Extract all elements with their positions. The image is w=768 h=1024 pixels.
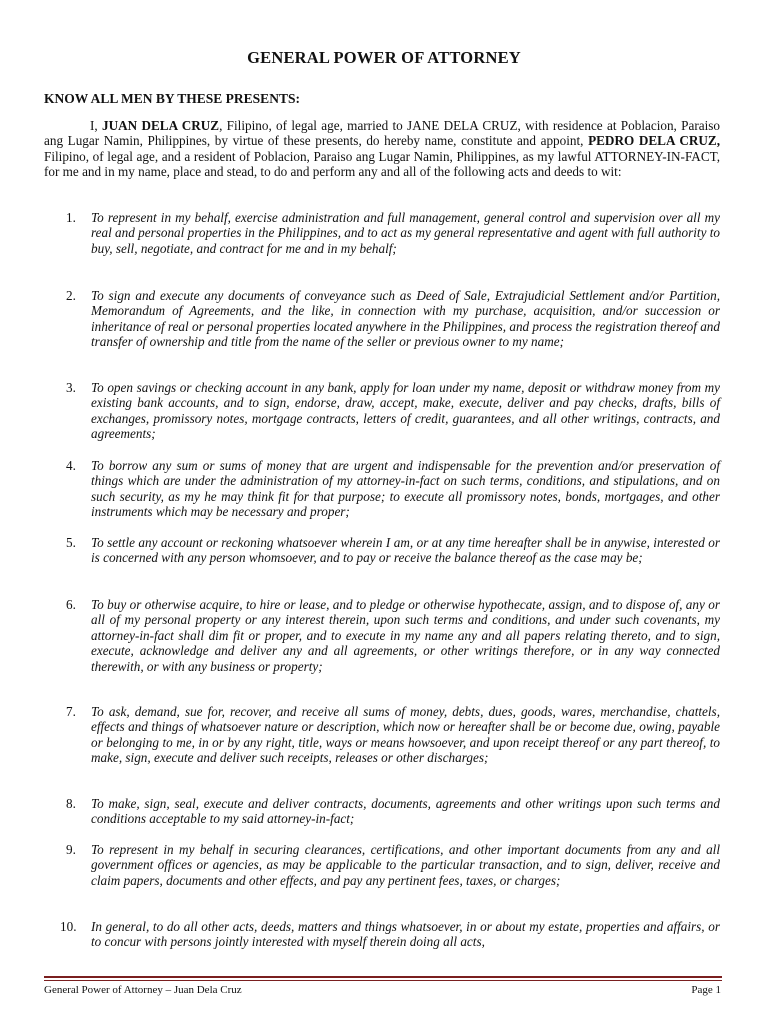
attorney-name: PEDRO DELA CRUZ,: [588, 133, 721, 149]
list-item-text: To ask, demand, sue for, recover, and receive all sums of money, debts, dues, goods, wares, merchandise, chattels, effects and things of whatsoever nature or description, which now or hereafter shall be or become due, owing, payable or belonging to me, in or by any right, title, ways or means howsoever, and upon receipt thereof or any part thereof, to make, sign, execute and deliver such receipts, releases or other discharges;: [91, 704, 720, 766]
document-title: GENERAL POWER OF ATTORNEY: [247, 48, 521, 67]
list-item-number: 2.: [66, 288, 76, 303]
list-item-number: 10.: [60, 919, 77, 934]
list-item-number: 6.: [66, 597, 76, 612]
list-item-text: To open savings or checking account in any bank, apply for loan under my name, deposit or withdraw money from my existing bank accounts, and to sign, endorse, draw, accept, make, execute, deliver and pay checks, drafts, bills of exchanges, promissory notes, mortgage contracts, letters of credit, guarantees, and all other writings, contracts, and agreements;: [91, 380, 720, 442]
intro-text-3: Filipino, of legal age, and a resident of Poblacion, Paraiso ang Lugar Namin, Philippines, as my lawful ATTORNEY-IN-FACT, for me and in my name, place and stead, to do and perform any and all of the following acts and deeds to wit:: [44, 148, 720, 180]
grantor-name: JUAN DELA CRUZ: [102, 118, 220, 133]
list-item-number: 1.: [66, 210, 76, 225]
list-item-number: 8.: [66, 796, 76, 811]
list-item-text: To represent in my behalf in securing clearances, certifications, and other important documents from any and all government offices or agencies, as may be applicable to the particular transaction, and to sign, deliver, receive and claim papers, documents and other effects, and pay any pertinent fees, taxes, or charges;: [91, 842, 720, 888]
list-item-number: 4.: [66, 458, 76, 473]
intro-text-1: I,: [90, 118, 102, 133]
list-item-text: To make, sign, seal, execute and deliver contracts, documents, agreements and other writings upon such terms and conditions acceptable to my said attorney-in-fact;: [91, 796, 720, 827]
footer-document-name: General Power of Attorney – Juan Dela Cruz: [44, 984, 242, 996]
list-item-text: To borrow any sum or sums of money that are urgent and indispensable for the prevention and/or preservation of things which are under the administration of my attorney-in-fact on such terms, conditions, and stipulations, and on such security, as my he may think fit for that purpose; to execute all promissory notes, bonds, mortgages, and other instruments which may be necessary and proper;: [91, 458, 720, 520]
intro-paragraph: [44, 118, 720, 180]
salutation: KNOW ALL MEN BY THESE PRESENTS:: [44, 91, 300, 106]
list-item-number: 3.: [66, 380, 76, 395]
footer-rule-thin: [44, 980, 722, 981]
footer-rule: [44, 976, 722, 978]
list-item-number: 7.: [66, 704, 76, 719]
list-item-number: 5.: [66, 535, 76, 550]
footer-page-number: Page 1: [691, 984, 721, 996]
list-item-text: To represent in my behalf, exercise administration and full management, general control and supervision over all my real and personal properties in the Philippines, and to act as my general representative and agent with full authority to buy, sell, negotiate, and contract for me and in my behalf;: [91, 210, 720, 256]
list-item-text: To buy or otherwise acquire, to hire or lease, and to pledge or otherwise hypothecate, assign, and to dispose of, any or all of my personal property or any interest therein, upon such terms and conditions, and under such covenants, my attorney-in-fact shall dim fit or proper, and to execute in my name any and all papers relating thereto, and to sign, execute, acknowledge and deliver any and all agreements, or other writings therefore, or in any way connected therewith, or with any business or property;: [91, 597, 720, 674]
list-item-text: To sign and execute any documents of conveyance such as Deed of Sale, Extrajudicial Settlement and/or Partition, Memorandum of Agreements, and the like, in connection with my purchase, acquisition, and/or succession or inheritance of real or personal properties located anywhere in the Philippines, and process the registration thereof and transfer of ownership and title from the name of the seller or previous owner to my name;: [91, 288, 720, 350]
list-item-number: 9.: [66, 842, 76, 857]
intro-text-2: , Filipino, of legal age, married to JANE DELA CRUZ, with residence at Poblacion, Paraiso ang Lugar Namin, Philippines, by virtue of these presents, do hereby name, constitute and appoint,: [44, 118, 720, 149]
list-item-text: To settle any account or reckoning whatsoever wherein I am, or at any time hereafter shall be in anywise, interested or is concerned with any person whomsoever, and to pay or receive the balance thereof as the case may be;: [91, 535, 720, 566]
list-item-text: In general, to do all other acts, deeds, matters and things whatsoever, in or about my estate, properties and affairs, or to concur with persons jointly interested with myself therein doing all acts,: [91, 919, 720, 950]
